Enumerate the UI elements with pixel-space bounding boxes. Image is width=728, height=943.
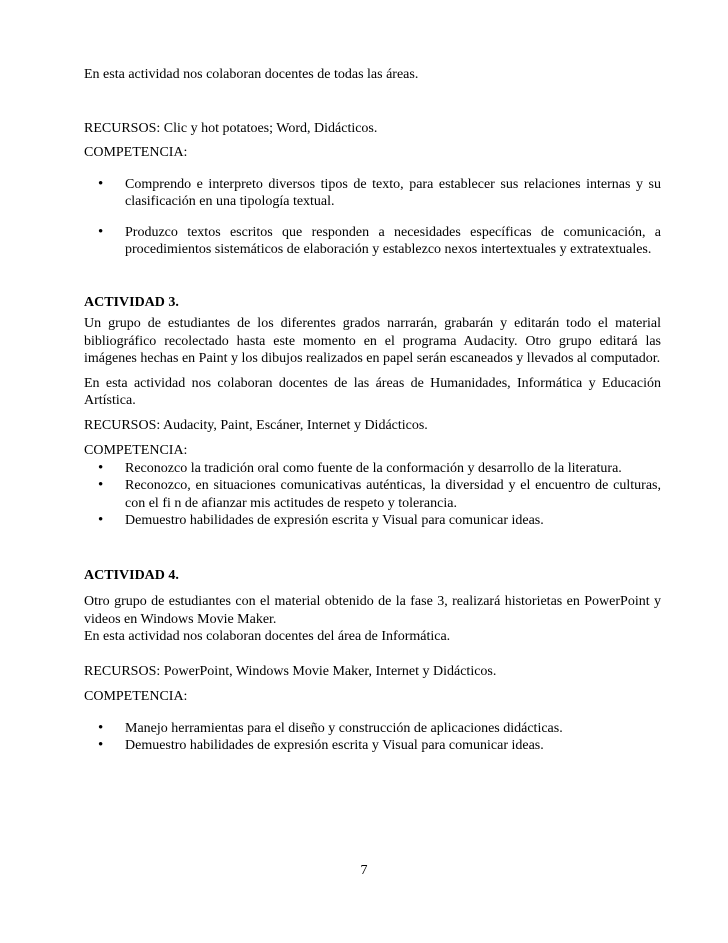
actividad-4-docentes: En esta actividad nos colaboran docentes del área de Informática. <box>84 629 451 644</box>
list-item: • Reconozco la tradición oral como fuente de la conformación y desarrollo de la literatura. <box>84 460 661 478</box>
list-item: • Comprendo e interpreto diversos tipos de texto, para establecer sus relaciones internas y su clasificación en una tipología textual. <box>84 176 661 211</box>
page-number: 7 <box>360 863 368 878</box>
actividad-3-recursos: RECURSOS: Audacity, Paint, Escáner, Internet y Didácticos. <box>84 417 428 433</box>
actividad-4-recursos: RECURSOS: PowerPoint, Windows Movie Maker, Internet y Didácticos. <box>84 663 497 679</box>
list-item: • Manejo herramientas para el diseño y construcción de aplicaciones didácticas. <box>84 720 661 738</box>
actividad-4-competencia: COMPETENCIA: <box>84 689 188 704</box>
actividad-3-docentes: En esta actividad nos colaboran docentes de las áreas de Humanidades, Informática y Educación Artística. <box>84 375 661 408</box>
document-page <box>84 66 661 755</box>
recursos-line: RECURSOS: Clic y hot potatoes; Word, Didácticos. <box>84 120 378 136</box>
list-item: • Demuestro habilidades de expresión escrita y Visual para comunicar ideas. <box>84 737 661 755</box>
actividad-3-list <box>84 460 661 530</box>
actividad-3-competencia: COMPETENCIA: <box>84 443 188 458</box>
list-item: • Produzco textos escritos que responden a necesidades específicas de comunicación, a procedimientos sistemáticos de elaboración y establezco nexos intertextuales y extratextuales. <box>84 224 661 259</box>
competencia-list-1 <box>84 176 661 259</box>
actividad-4-heading: ACTIVIDAD 4. <box>84 567 179 583</box>
intro-paragraph: En esta actividad nos colaboran docentes de todas las áreas. <box>84 67 419 82</box>
actividad-4-paragraph: Otro grupo de estudiantes con el material obtenido de la fase 3, realizará historietas en PowerPoint y videos en Windows Movie Maker. <box>84 594 661 627</box>
list-item: • Demuestro habilidades de expresión escrita y Visual para comunicar ideas. <box>84 512 661 530</box>
competencia-label: COMPETENCIA: <box>84 145 188 160</box>
actividad-4-list <box>84 720 661 755</box>
actividad-3-heading: ACTIVIDAD 3. <box>84 294 179 310</box>
list-item: • Reconozco, en situaciones comunicativas auténticas, la diversidad y el encuentro de culturas, con el fi n de afianzar mis actitudes de respeto y tolerancia. <box>84 477 661 512</box>
actividad-3-paragraph: Un grupo de estudiantes de los diferentes grados narrarán, grabarán y editarán todo el material bibliográfico recolectado hasta este momento en el programa Audacity. Otro grupo editará las imágenes hechas en Paint y los dibujos realizados en papel serán escaneados y llevados al computador. <box>84 316 661 366</box>
